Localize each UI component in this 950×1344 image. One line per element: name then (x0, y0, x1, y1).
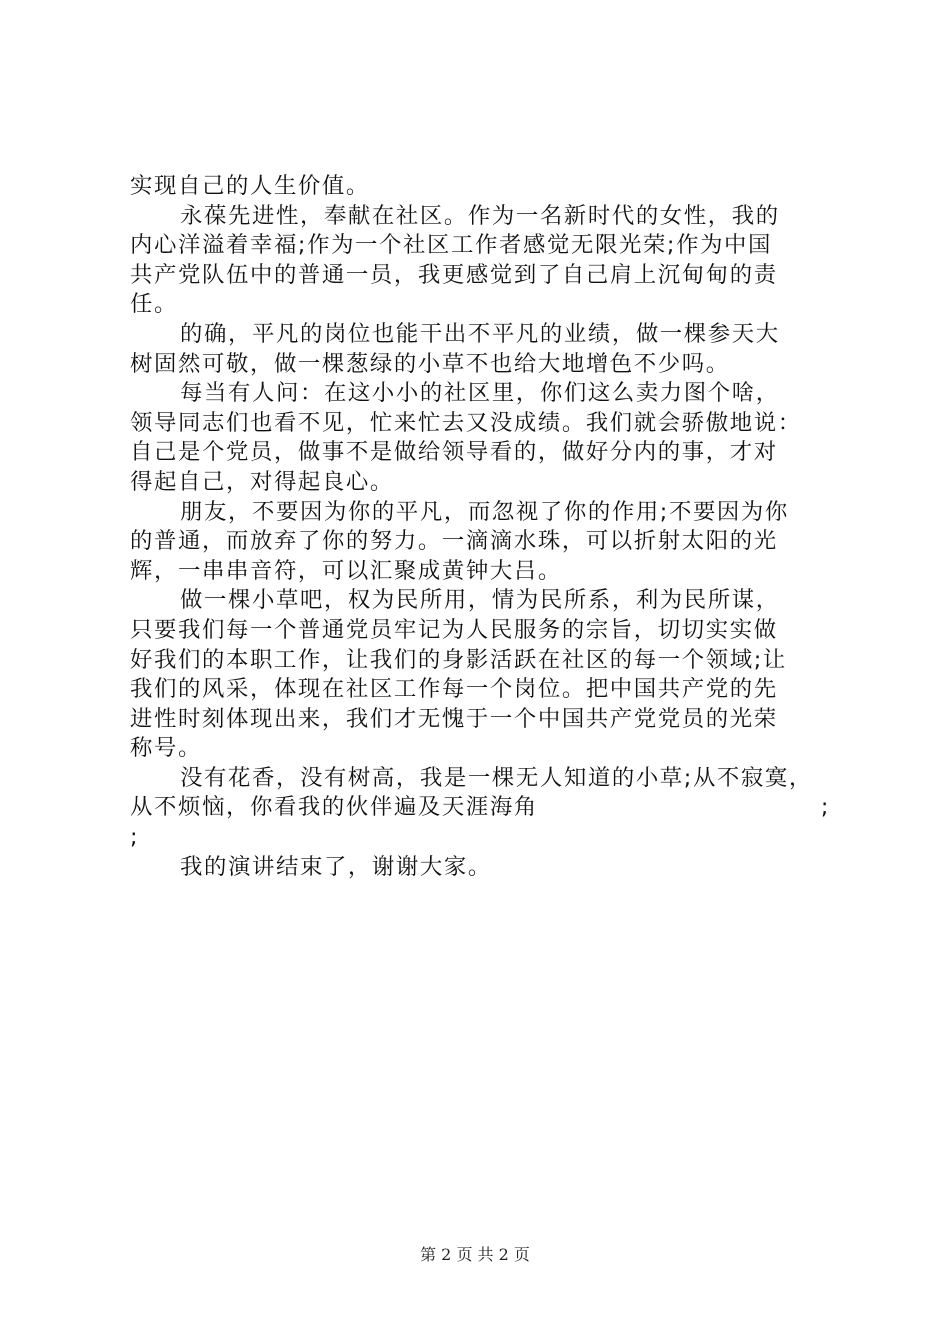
text-line (130, 646, 830, 676)
text-line (130, 557, 830, 587)
text-line-content: 每当有人问：在这小小的社区里，你们这么卖力图个啥， (180, 380, 780, 407)
text-line (130, 586, 830, 616)
text-line-content: 树固然可敬，做一棵葱绿的小草不也给大地增色不少吗。 (130, 350, 730, 377)
text-line-content: 的确，平凡的岗位也能干出不平凡的业绩，做一棵参天大 (180, 320, 780, 347)
text-line-content: 内心洋溢着幸福;作为一个社区工作者感觉无限光荣;作为中国 (130, 232, 773, 259)
text-line (130, 734, 830, 764)
text-line (130, 261, 830, 291)
text-line (130, 379, 830, 409)
text-line (130, 172, 830, 202)
text-line-content: 称号。 (130, 735, 202, 762)
text-line-tail: ; (820, 794, 830, 821)
text-line (130, 320, 830, 350)
text-line-content: 我们的风采，体现在社区工作每一个岗位。把中国共产党的先 (130, 676, 778, 703)
text-line-content: 只要我们每一个普通党员牢记为人民服务的宗旨，切切实实做 (130, 616, 778, 643)
text-line-content: 的普通，而放弃了你的努力。一滴滴水珠，可以折射太阳的光 (130, 528, 778, 555)
text-line-content: 自己是个党员，做事不是做给领导看的，做好分内的事，才对 (130, 439, 778, 466)
text-line (130, 350, 830, 380)
text-line (130, 616, 830, 646)
text-line (130, 853, 830, 883)
text-line-content: 共产党队伍中的普通一员，我更感觉到了自己肩上沉甸甸的责 (130, 261, 778, 288)
text-line-content: 好我们的本职工作，让我们的身影活跃在社区的每一个领域;让 (130, 646, 787, 673)
text-line-content: ; (130, 824, 140, 851)
text-line (130, 705, 830, 735)
text-line (130, 823, 830, 853)
text-line (130, 468, 830, 498)
text-line-content: 没有花香，没有树高，我是一棵无人知道的小草;从不寂寞， (180, 764, 813, 791)
text-line-content: 永葆先进性，奉献在社区。作为一名新时代的女性，我的 (180, 202, 780, 229)
text-line (130, 409, 830, 439)
text-line (130, 438, 830, 468)
text-line-content: 做一棵小草吧，权为民所用，情为民所系，利为民所谋， (180, 587, 780, 614)
text-line-content: 进性时刻体现出来，我们才无愧于一个中国共产党党员的光荣 (130, 705, 778, 732)
text-line-content: 朋友，不要因为你的平凡，而忽视了你的作用;不要因为你 (180, 498, 789, 525)
text-line (130, 202, 830, 232)
document-body (130, 172, 830, 882)
text-line-content: 从不烦恼，你看我的伙伴遍及天涯海角 (130, 794, 538, 821)
text-line (130, 290, 830, 320)
text-line-content: 实现自己的人生价值。 (130, 173, 370, 199)
text-line (130, 764, 830, 794)
text-line (130, 675, 830, 705)
text-line-content: 任。 (130, 291, 178, 318)
text-line-content: 辉，一串串音符，可以汇聚成黄钟大吕。 (130, 557, 562, 584)
page-footer: 第 2 页 共 2 页 (420, 1245, 530, 1264)
text-line (130, 498, 830, 528)
text-line-content: 我的演讲结束了，谢谢大家。 (180, 853, 492, 880)
text-line (130, 231, 830, 261)
text-line-content: 得起自己，对得起良心。 (130, 468, 394, 495)
text-line-content: 领导同志们也看不见，忙来忙去又没成绩。我们就会骄傲地说： (130, 409, 802, 436)
text-line (130, 793, 830, 823)
text-line (130, 527, 830, 557)
